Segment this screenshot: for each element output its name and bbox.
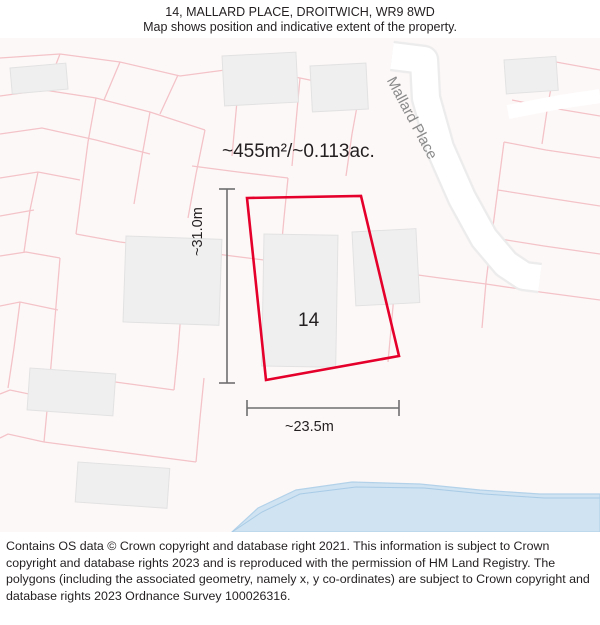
area-label: ~455m²/~0.113ac.: [222, 141, 375, 162]
page-subtitle: Map shows position and indicative extent of the property.: [143, 20, 457, 34]
building: [75, 462, 170, 508]
building: [27, 368, 116, 416]
page-title: 14, MALLARD PLACE, DROITWICH, WR9 8WD: [165, 5, 435, 19]
height-dimension-label: ~31.0m: [190, 207, 206, 256]
building: [352, 229, 420, 306]
copyright-notice: Contains OS data © Crown copyright and database right 2021. This information is subject to Crown copyright and database rights 2023 and is reproduced with the permission of HM Land Registry. The polygons (including the associated geometry, namely x, y co-ordinates) are subject to Crown copyright and database rights 2023 Ordnance Survey 100026316.: [0, 534, 600, 625]
building: [123, 236, 222, 325]
building: [222, 52, 299, 106]
plot-number-label: 14: [298, 310, 320, 331]
map-vector-layer: [0, 38, 600, 532]
building-plot-14: [262, 234, 338, 367]
building: [310, 63, 368, 112]
building: [504, 56, 558, 94]
street-name-label: Mallard Place: [382, 74, 441, 163]
map-canvas[interactable]: [0, 38, 600, 532]
building: [10, 63, 68, 94]
width-dimension-label: ~23.5m: [285, 419, 334, 435]
page-header: [0, 0, 600, 38]
